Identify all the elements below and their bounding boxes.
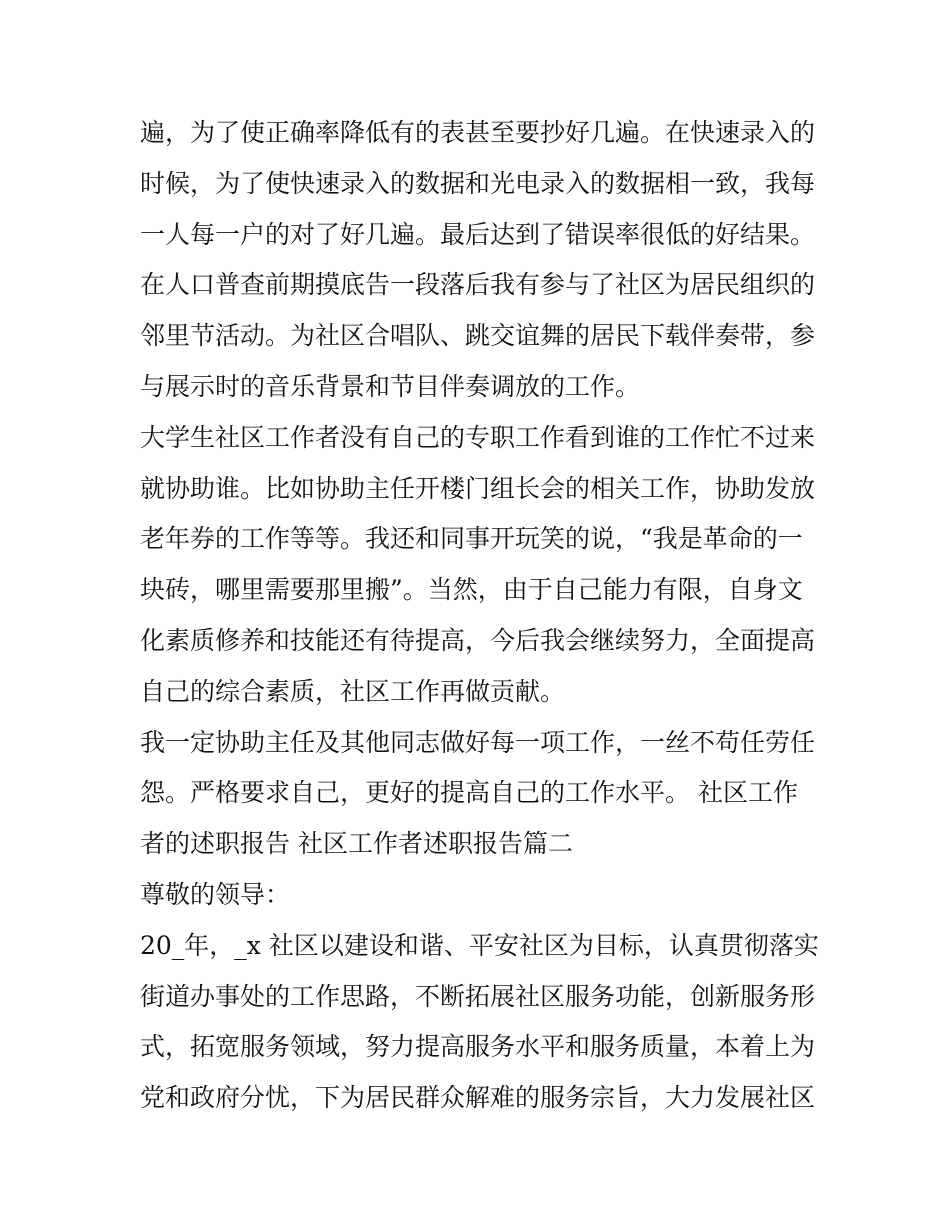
text-line: 大学生社区工作者没有自己的专职工作看到谁的工作忙不过来: [140, 422, 816, 452]
text-line: 老年券的工作等等。我还和同事开玩笑的说，“我是革命的一: [140, 524, 803, 554]
text-line: 我一定协助主任及其他同志做好每一项工作，一丝不苟任劳任: [140, 727, 816, 757]
text-line: 党和政府分忧，下为居民群众解难的服务宗旨，大力发展社区: [140, 1083, 816, 1113]
text-line: 与展示时的音乐背景和节目伴奏调放的工作。: [140, 371, 641, 401]
body-text: [140, 108, 830, 1124]
text-line: 在人口普查前期摸底告一段落后我有参与了社区为居民组织的: [140, 270, 816, 300]
text-line: 20_年，_x 社区以建设和谐、平安社区为目标，认真贯彻落实: [140, 930, 819, 960]
text-line: 时候，为了使快速录入的数据和光电录入的数据相一致，我每: [140, 168, 816, 198]
text-line: 自己的综合素质，社区工作再做贡献。: [140, 676, 566, 706]
text-line: 块砖，哪里需要那里搬”。当然，由于自己能力有限，自身文: [140, 575, 803, 605]
text-line: 街道办事处的工作思路，不断拓展社区服务功能，创新服务形: [140, 981, 816, 1011]
text-line: 式，拓宽服务领域，努力提高服务水平和服务质量，本着上为: [140, 1032, 816, 1062]
text-line: 者的述职报告 社区工作者述职报告篇二: [140, 829, 573, 859]
text-line: 尊敬的领导：: [140, 879, 291, 909]
text-line: 就协助谁。比如协助主任开楼门组长会的相关工作，协助发放: [140, 473, 816, 503]
text-line: 一人每一户的对了好几遍。最后达到了错误率很低的好结果。: [140, 219, 816, 249]
text-line: 怨。严格要求自己，更好的提高自己的工作水平。 社区工作: [140, 778, 798, 808]
text-line: 化素质修养和技能还有待提高，今后我会继续努力，全面提高: [140, 625, 816, 655]
text-line: 遍，为了使正确率降低有的表甚至要抄好几遍。在快速录入的: [140, 118, 816, 147]
text-line: 邻里节活动。为社区合唱队、跳交谊舞的居民下载伴奏带，参: [140, 321, 816, 351]
